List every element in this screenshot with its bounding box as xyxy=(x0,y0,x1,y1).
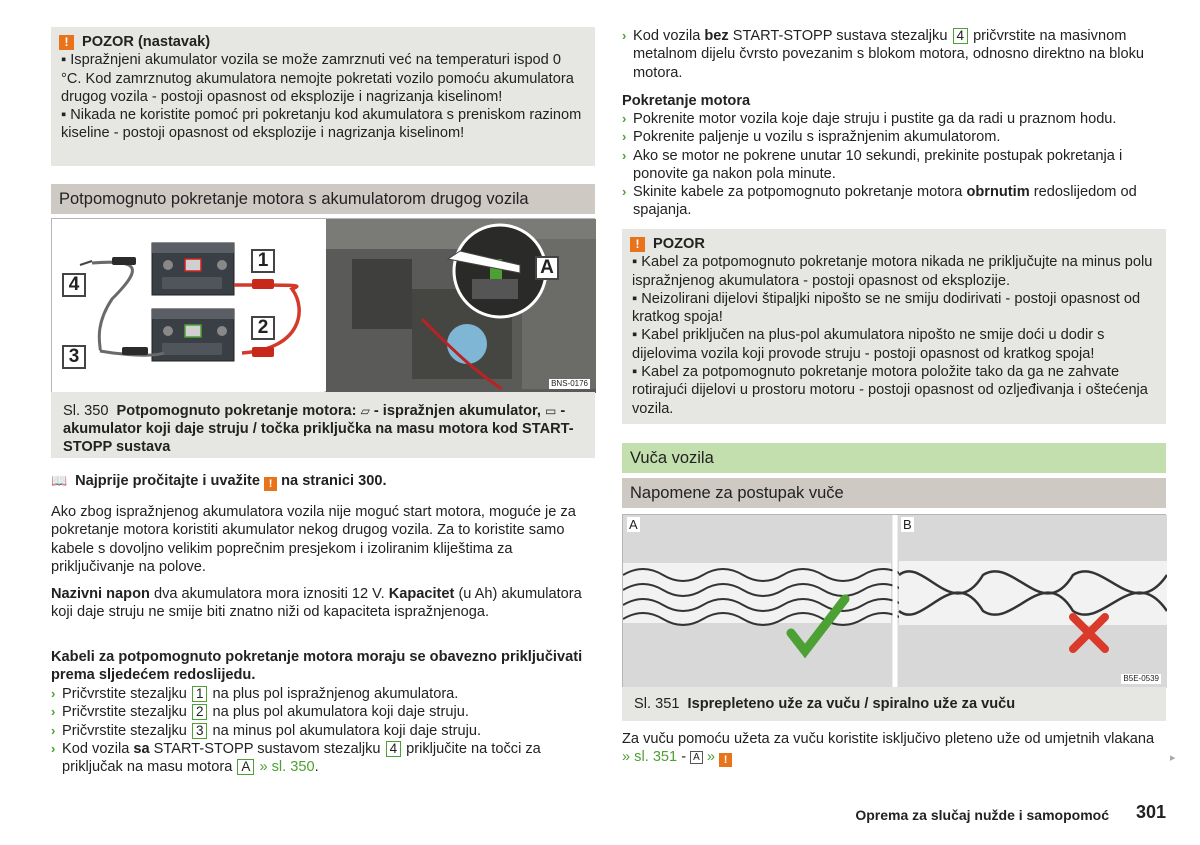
list-item: › Kod vozila sa START-STOPP sustavom stezaljku 4 priključite na točci za priključak na masu motora A » sl. 350. xyxy=(51,740,541,776)
footer-chapter: Oprema za slučaj nužde i samopomoć xyxy=(855,807,1109,823)
caption-number: Sl. 350 xyxy=(63,403,109,419)
arrow-icon: › xyxy=(51,704,56,720)
caption-part-a: - ispražnjen akumulator, xyxy=(373,403,541,419)
list-item: › Pokrenite motor vozila koje daje struju i pustite ga da radi u praznom hodu. xyxy=(622,111,1117,127)
warning-icon: ! xyxy=(59,35,74,50)
caption-title: Potpomognuto pokretanje motora: xyxy=(116,403,357,419)
warning-icon-small: ! xyxy=(719,753,732,767)
clamp-ref: 4 xyxy=(953,28,969,44)
list-item: › Skinite kabele za potpomognuto pokretanje motora obrnutim redoslijedom od spajanja. xyxy=(622,184,1137,219)
arrow-icon: › xyxy=(51,686,56,701)
callout-2: 2 xyxy=(251,316,275,340)
figure-350-caption xyxy=(51,392,595,458)
arrow-icon: › xyxy=(622,28,627,43)
voltage-label: Nazivni napon xyxy=(51,586,150,602)
green-section-title: Vuča vozila xyxy=(622,443,1166,473)
jump-start-diagram xyxy=(52,219,596,393)
arrow-icon: › xyxy=(622,147,627,163)
clamp-ref: 3 xyxy=(192,723,208,739)
rope-ref: A xyxy=(690,751,703,764)
tow-text: Za vuču pomoću užeta za vuču koristite isključivo pleteno uže od umjetnih vlakana xyxy=(622,731,1155,747)
capacity-label: Kapacitet xyxy=(388,586,455,602)
list-item: › Pričvrstite stezaljku 2 na plus pol akumulatora koji daje struju. xyxy=(51,704,469,721)
list-item: › Ako se motor ne pokrene unutar 10 sekundi, prekinite postupak pokretanja i ponovite ga nakon pola minute. xyxy=(622,147,1123,182)
arrow-icon: › xyxy=(622,184,627,200)
clamp-ref: 2 xyxy=(192,704,208,720)
battery-icon: ▭ xyxy=(545,404,557,418)
braided-rope xyxy=(623,563,903,625)
figure-351 xyxy=(622,514,1166,687)
start-steps xyxy=(622,110,1166,220)
callout-4: 4 xyxy=(62,273,86,297)
warning-title: POZOR xyxy=(653,236,705,252)
figure-link[interactable]: » sl. 350 xyxy=(259,759,315,776)
rope-label-a: A xyxy=(629,517,638,532)
callout-A: A xyxy=(535,256,559,280)
paragraph-voltage xyxy=(51,585,595,622)
warning-icon-small: ! xyxy=(264,477,277,491)
figure-code: BNS-0176 xyxy=(551,379,588,388)
read-first-note xyxy=(51,472,595,491)
figure-350 xyxy=(51,218,595,392)
discharged-battery-icon: ▱ xyxy=(360,404,370,418)
paragraph-tow xyxy=(622,730,1166,767)
warning-title: POZOR (nastavak) xyxy=(82,34,211,50)
warning-item: ▪ Kabel za potpomognuto pokretanje motora nikada ne priključujte na minus polu ispražnjenog akumulatora - postoji opasnost od eksplozije. xyxy=(632,254,1153,289)
arrow-icon: › xyxy=(51,722,56,738)
list-item: › Pokrenite paljenje u vozilu s ispražnjenim akumulatorom. xyxy=(622,129,1001,146)
point-ref: A xyxy=(237,759,254,775)
list-item: › Pričvrstite stezaljku 3 na minus pol akumulatora koji daje struju. xyxy=(51,722,482,739)
clamp-ref: 1 xyxy=(192,686,208,702)
clamp-ref: 4 xyxy=(386,741,402,757)
read-first-page: na stranici 300. xyxy=(281,473,387,489)
voltage-text: dva akumulatora mora iznositi 12 V. xyxy=(149,586,389,602)
donor-battery xyxy=(152,309,234,361)
cables-heading: Kabeli za potpomognuto pokretanje motora moraju se obavezno priključivati prema sljedećem redoslijedu. xyxy=(51,649,583,684)
warning-box-continued xyxy=(51,27,595,166)
list-item: › Kod vozila bez START-STOPP sustava stezaljku 4 pričvrstite na masivnom metalnom dijelu čvrsto povezanim s blokom motora, odnosno direktno na bloku motora. xyxy=(622,28,1145,81)
warning-item: ▪ Kabel za potpomognuto pokretanje motora položite tako da ga ne zahvate rotirajući dijelovi u prostoru motoru - postoji opasnost od ozljeđivanja i oštećenja vozila. xyxy=(632,364,1148,417)
warning-link[interactable]: » xyxy=(706,749,716,766)
warning-item: ▪ Nikada ne koristite pomoć pri pokretanju kod akumulatora s preniskom razinom kiseline - postoji opasnost od eksplozije i nagrizanja kiselinom! xyxy=(61,107,582,142)
warning-box xyxy=(622,229,1166,424)
next-page-marker: ▸ xyxy=(1170,752,1176,764)
step-without-start-stop xyxy=(622,27,1166,82)
arrow-icon: › xyxy=(622,111,627,126)
arrow-icon: › xyxy=(622,129,627,145)
warning-item: ▪ Kabel priključen na plus-pol akumulatora nipošto ne smije doći u dodir s dijelovima vozila koji provode struju - postoji opasnost od kratkog spoja! xyxy=(632,327,1105,362)
dash: - xyxy=(681,749,687,766)
rope-label-b: B xyxy=(903,517,912,532)
read-first-text: Najprije pročitajte i uvažite xyxy=(75,473,260,489)
connection-steps xyxy=(51,685,595,776)
caption-part-b: - akumulator koji daje struju / točka priključka na masu motora kod START-STOPP sustava xyxy=(63,403,574,455)
spiral-rope xyxy=(899,561,1167,625)
warning-item: ▪ Neizolirani dijelovi štipaljki nipošto se ne smiju dodirivati - postoji opasnost od kratkog spoja! xyxy=(632,290,1141,326)
warning-icon: ! xyxy=(630,237,645,252)
list-item: › Pričvrstite stezaljku 1 na plus pol ispražnjenog akumulatora. xyxy=(51,686,459,702)
warning-item: ▪ Ispražnjeni akumulator vozila se može zamrznuti već na temperaturi ispod 0 °C. Kod zamrznutog akumulatora nemojte pokretati vozilo pomoću akumulatora drugog vozila - postoji opasnost od eksplozije i nagrizanja kiselinom! xyxy=(61,52,574,105)
paragraph-intro: Ako zbog ispražnjenog akumulatora vozila nije moguć start motora, moguće je za pokretanje motora koristiti akumulator nekog drugog vozila. Za to koristite samo kabele s dovoljno velikim poprečnim presjekom i izoliranim kliještima za priključivanje na polove. xyxy=(51,504,576,575)
page-number: 301 xyxy=(1135,802,1166,822)
capacity-text: (u Ah) akumulatora koji daje struju ne smije biti znatno niži od kapaciteta ispražnjenoga. xyxy=(51,586,582,621)
figure-code: B5E-0539 xyxy=(1123,674,1159,683)
discharged-battery xyxy=(152,243,234,295)
start-heading: Pokretanje motora xyxy=(622,93,751,109)
arrow-icon: › xyxy=(51,740,56,756)
callout-1: 1 xyxy=(251,249,275,273)
section-title: Potpomognuto pokretanje motora s akumulatorom drugog vozila xyxy=(51,184,595,214)
figure-link[interactable]: » sl. 351 xyxy=(622,749,678,766)
caption-title: Isprepleteno uže za vuču / spiralno uže za vuču xyxy=(687,696,1016,712)
book-icon: 📖 xyxy=(51,473,68,488)
figure-351-caption xyxy=(622,687,1166,721)
tow-rope-illustration xyxy=(623,515,1167,688)
callout-3: 3 xyxy=(62,345,86,369)
subsection-title: Napomene za postupak vuče xyxy=(622,478,1166,508)
caption-number: Sl. 351 xyxy=(634,696,680,712)
